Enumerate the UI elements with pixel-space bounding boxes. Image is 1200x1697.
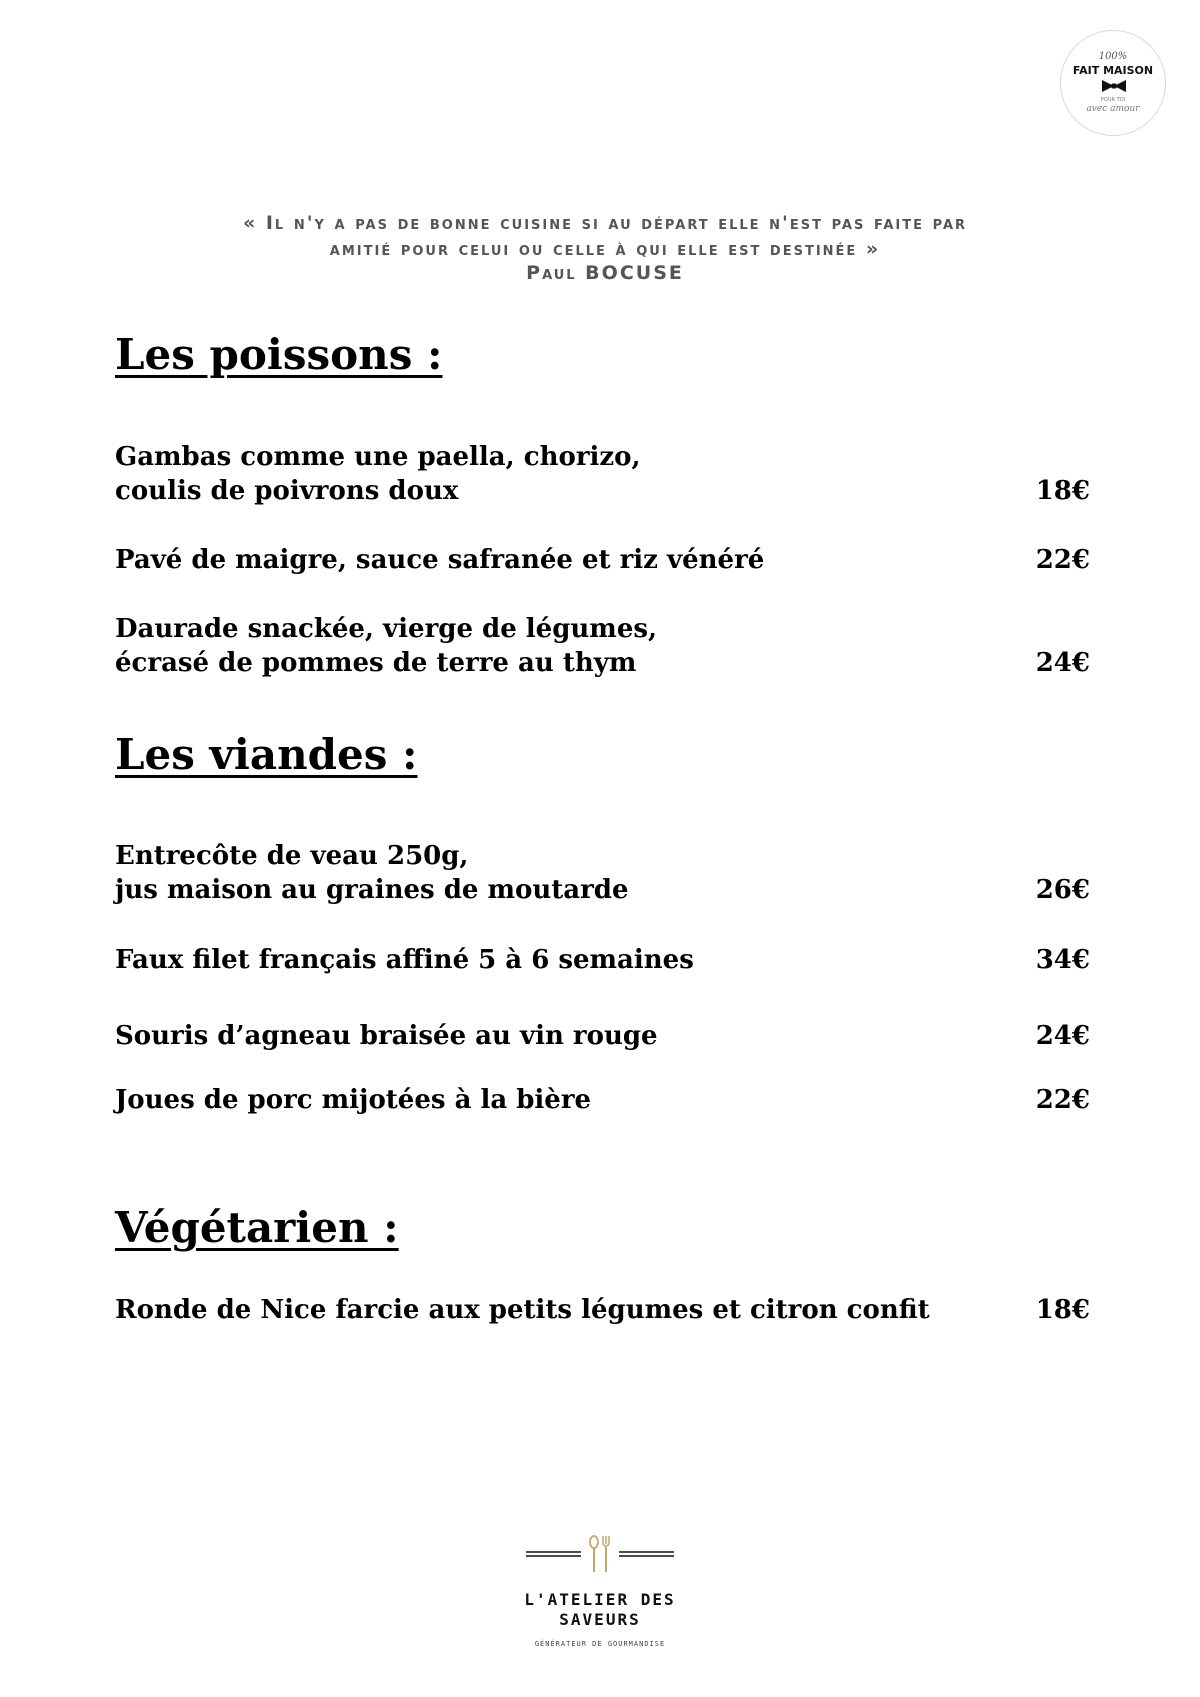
logo-name-line-2: SAVEURS: [559, 1610, 641, 1629]
quote-author: Paul BOCUSE: [526, 262, 684, 284]
menu-item-name: Ronde de Nice farcie aux petits légumes et citron confit: [115, 1295, 930, 1325]
menu-item-price: 24€: [1035, 1021, 1090, 1051]
menu-item-line: écrasé de pommes de terre au thym: [115, 648, 637, 678]
badge-title: FAIT MAISON: [1072, 64, 1154, 77]
badge-tagline: avec amour: [1086, 104, 1140, 114]
bow-tie-icon: [1101, 78, 1127, 94]
menu-item-name: Souris d’agneau braisée au vin rouge: [115, 1021, 658, 1051]
menu-item-price: 26€: [1035, 875, 1090, 905]
menu-item-line: Daurade snackée, vierge de légumes,: [115, 614, 658, 644]
menu-item-line: jus maison au graines de moutarde: [115, 875, 629, 905]
decorative-lines: [526, 1550, 581, 1558]
badge-subtitle: POUR TOI: [1100, 97, 1126, 103]
menu-item-name: [115, 612, 657, 680]
menu-item-name: [115, 839, 629, 907]
menu-item-line: Entrecôte de veau 250g,: [115, 841, 469, 871]
section-heading-poissons: Les poissons :: [115, 330, 443, 379]
logo-tagline: GÉNÉRATEUR DE GOURMANDISE: [534, 1640, 666, 1648]
logo-name-line-1: L'ATELIER DES: [524, 1590, 676, 1609]
menu-item-price: 24€: [1035, 648, 1090, 678]
restaurant-logo: [500, 1530, 700, 1650]
decorative-lines: [619, 1550, 674, 1558]
menu-item-name: [115, 440, 641, 508]
cutlery-icon: [586, 1534, 614, 1574]
menu-item-line: Gambas comme une paella, chorizo,: [115, 442, 641, 472]
menu-item-price: 22€: [1035, 545, 1090, 575]
menu-item-line: coulis de poivrons doux: [115, 476, 459, 506]
quote-line-1: « Il n'y a pas de bonne cuisine si au départ elle n'est pas faite par: [242, 212, 968, 234]
menu-item-name: Pavé de maigre, sauce safranée et riz vénéré: [115, 545, 765, 575]
section-heading-viandes: Les viandes :: [115, 730, 418, 779]
menu-item-price: 34€: [1035, 945, 1090, 975]
fait-maison-badge: [1060, 30, 1166, 136]
quote-line-2: amitié pour celui ou celle à qui elle est destinée »: [329, 238, 881, 260]
quote: [120, 210, 1090, 262]
menu-item-name: Joues de porc mijotées à la bière: [115, 1085, 592, 1115]
menu-item-price: 18€: [1035, 1295, 1090, 1325]
menu-item-name: Faux filet français affiné 5 à 6 semaines: [115, 945, 694, 975]
menu-item-price: 22€: [1035, 1085, 1090, 1115]
badge-percent: 100%: [1098, 51, 1128, 62]
menu-item-price: 18€: [1035, 476, 1090, 506]
section-heading-vegetarien: Végétarien :: [115, 1203, 399, 1252]
